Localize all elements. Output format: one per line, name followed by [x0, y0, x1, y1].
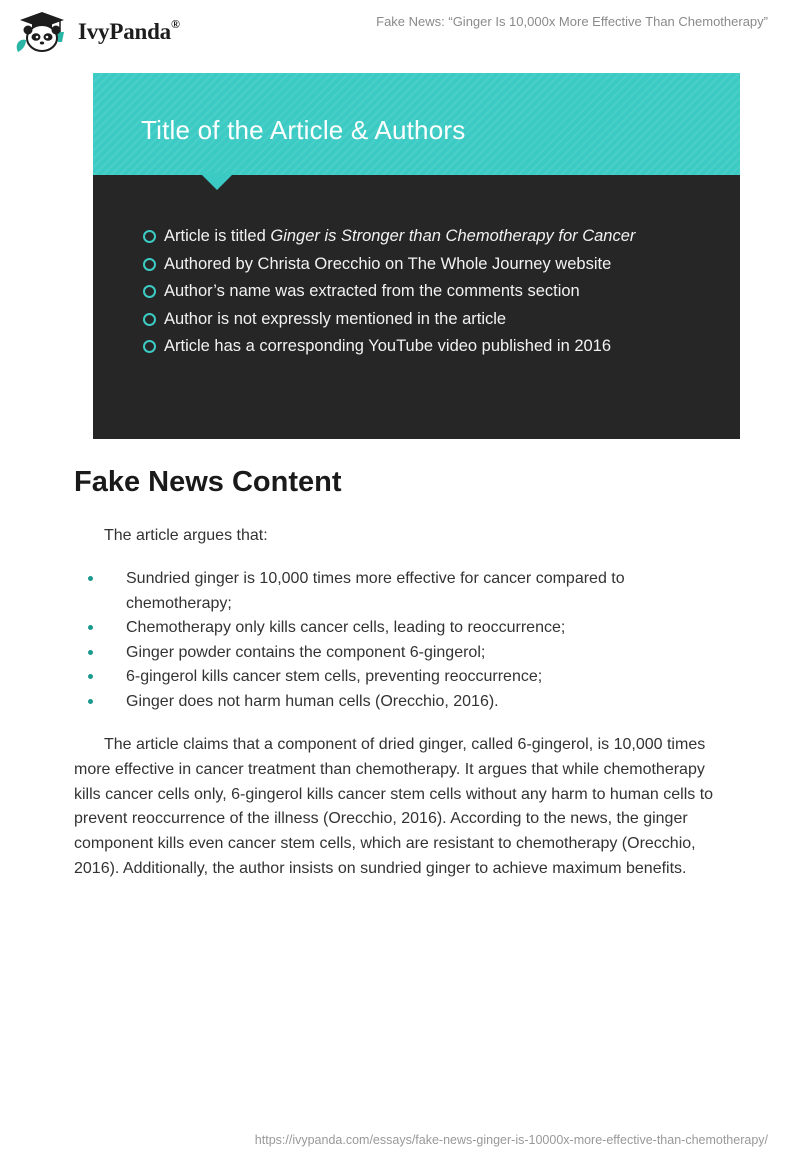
- intro-text: The article argues that:: [104, 527, 268, 544]
- argument-item: [88, 665, 708, 690]
- panda-graduate-icon: [12, 10, 72, 54]
- slide-title-banner: [93, 73, 740, 175]
- source-url-link[interactable]: https://ivypanda.com/essays/fake-news-ginger-is-10000x-more-effective-than-chemotherapy/: [254, 1133, 768, 1147]
- bullet-dot-icon: [88, 699, 93, 704]
- slide-bullet-text: Authored by Christa Orecchio on The Whole Journey website: [164, 254, 612, 273]
- argument-text: Ginger does not harm human cells (Orecchio, 2016).: [126, 692, 499, 710]
- slide-bullet: [143, 223, 635, 251]
- argument-item: [88, 567, 708, 616]
- argument-item: [88, 616, 708, 641]
- brand-text: IvyPanda: [78, 19, 171, 44]
- ring-bullet-icon: [143, 340, 156, 353]
- bullet-dot-icon: [88, 625, 93, 630]
- argument-item: [88, 690, 708, 715]
- bullet-dot-icon: [88, 674, 93, 679]
- ring-bullet-icon: [143, 285, 156, 298]
- slide-bullet-text: Article has a corresponding YouTube video published in 2016: [164, 337, 612, 356]
- slide-bullet-list: [143, 223, 635, 361]
- banner-pointer: [200, 173, 234, 190]
- argument-item: [88, 641, 708, 666]
- argument-text: Sundried ginger is 10,000 times more effective for cancer compared to chemotherapy;: [126, 570, 625, 612]
- slide-bullet-text: [164, 227, 635, 246]
- slide-bullet-text: Author is not expressly mentioned in the article: [164, 309, 507, 328]
- slide-title: Title of the Article & Authors: [141, 115, 466, 145]
- slide-bullet: [143, 306, 635, 334]
- body-paragraph: The article claims that a component of dried ginger, called 6-gingerol, is 10,000 times more effective in cancer treatment than chemotherapy. It argues that while chemotherapy kills cancer cells only, 6-gingerol kills cancer stem cells without any harm to human cells to prevent reoccurrence of the illness (Orecchio, 2016). According to the news, the ginger component kills even cancer stem cells, which are resistant to chemotherapy (Orecchio, 2016). Additionally, the author insists on sundried ginger to achieve maximum benefits.: [74, 736, 714, 877]
- ring-bullet-icon: [143, 258, 156, 271]
- argument-list: [88, 567, 708, 714]
- slide-bullet-text: Author’s name was extracted from the comments section: [164, 282, 580, 301]
- registered-mark: ®: [170, 17, 180, 31]
- slide-bullet: [143, 333, 635, 361]
- slide-bullet: [143, 278, 635, 306]
- section-heading: Fake News Content: [74, 466, 342, 498]
- article-title-italic: Ginger is Stronger than Chemotherapy for Cancer: [270, 227, 636, 246]
- slide-bullet-prefix: Article is titled: [164, 227, 271, 246]
- slide-bullet: [143, 251, 635, 279]
- ring-bullet-icon: [143, 313, 156, 326]
- argument-text: 6-gingerol kills cancer stem cells, preventing reoccurrence;: [126, 668, 543, 685]
- argument-text: Chemotherapy only kills cancer cells, leading to reoccurrence;: [126, 619, 566, 636]
- bullet-dot-icon: [88, 650, 93, 655]
- ivypanda-logo[interactable]: [12, 10, 180, 54]
- presentation-slide: [93, 73, 740, 439]
- bullet-dot-icon: [88, 576, 93, 581]
- argument-text: Ginger powder contains the component 6-gingerol;: [126, 643, 486, 661]
- ring-bullet-icon: [143, 230, 156, 243]
- brand-name: [78, 19, 180, 45]
- document-title: Fake News: “Ginger Is 10,000x More Effective Than Chemotherapy”: [376, 14, 768, 29]
